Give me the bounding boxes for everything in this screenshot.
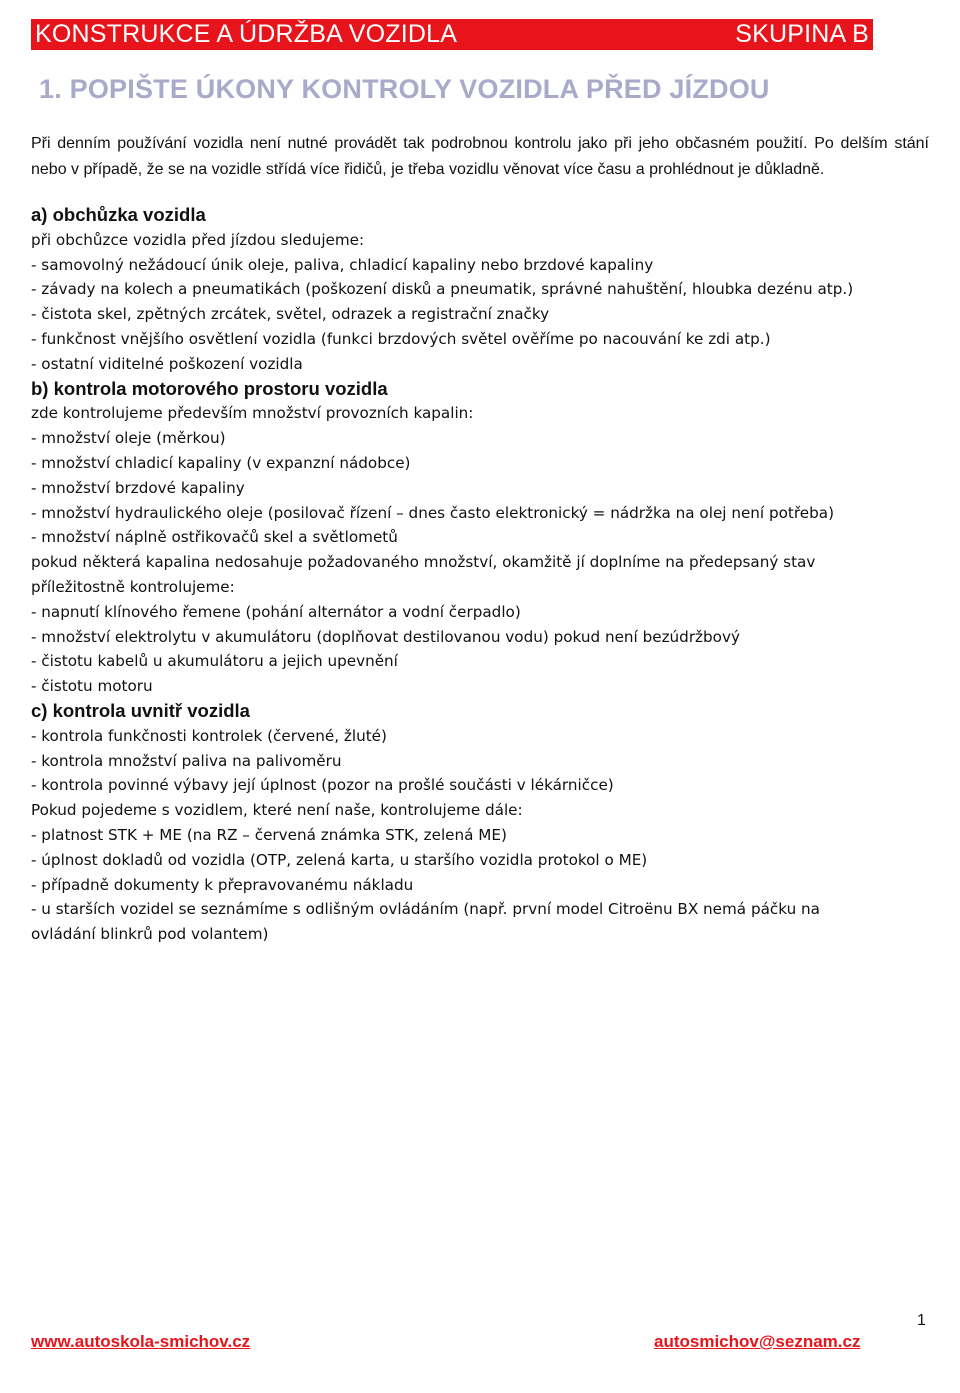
text-line: - samovolný nežádoucí únik oleje, paliva, chladicí kapaliny nebo brzdové kapaliny bbox=[31, 255, 654, 274]
document-title: KONSTRUKCE A ÚDRŽBA VOZIDLA bbox=[35, 20, 458, 48]
text-line: při obchůzce vozidla před jízdou sledujeme: bbox=[31, 230, 365, 249]
text-line: - závady na kolech a pneumatikách (poškození disků a pneumatik, správné nahuštění, hloubka dezénu atp.) bbox=[31, 280, 854, 299]
website-link[interactable]: www.autoskola-smichov.cz bbox=[31, 1332, 251, 1351]
text-line: Pokud pojedeme s vozidlem, které není naše, kontrolujeme dále: bbox=[31, 801, 523, 820]
text-line: - napnutí klínového řemene (pohání alternátor a vodní čerpadlo) bbox=[31, 602, 521, 621]
heading-engine-bay: b) kontrola motorového prostoru vozidla bbox=[31, 377, 388, 399]
text-line: příležitostně kontrolujeme: bbox=[31, 577, 235, 596]
text-line: - množství chladicí kapaliny (v expanzní nádobce) bbox=[31, 453, 411, 472]
email-link[interactable]: autosmichov@seznam.cz bbox=[654, 1332, 861, 1351]
text-line: - platnost STK + ME (na RZ – červená známka STK, zelená ME) bbox=[31, 825, 507, 844]
heading-walkaround: a) obchůzka vozidla bbox=[31, 204, 206, 225]
text-line: - případně dokumenty k přepravovanému nákladu bbox=[31, 875, 414, 894]
text-line: - úplnost dokladů od vozidla (OTP, zelená karta, u staršího vozidla protokol o ME) bbox=[31, 850, 648, 869]
text-line: - kontrola povinné výbavy její úplnost (pozor na prošlé součásti v lékárničce) bbox=[31, 776, 614, 795]
header-bar bbox=[31, 19, 873, 50]
text-line: - čistotu kabelů u akumulátoru a jejich upevnění bbox=[31, 652, 398, 671]
text-line: - funkčnost vnějšího osvětlení vozidla (funkci brzdových světel ověříme po nacouvání ke zdi atp.) bbox=[31, 329, 771, 348]
section-title: 1. POPIŠTE ÚKONY KONTROLY VOZIDLA PŘED JÍZDOU bbox=[39, 74, 770, 104]
text-line: - množství hydraulického oleje (posilovač řízení – dnes často elektronický = nádržka na olej není potřeba) bbox=[31, 503, 834, 522]
text-line: - kontrola množství paliva na palivoměru bbox=[31, 751, 342, 770]
text-line: - množství elektrolytu v akumulátoru (doplňovat destilovanou vodu) pokud není bezúdržbový bbox=[31, 627, 740, 646]
text-line: - ostatní viditelné poškození vozidla bbox=[31, 354, 303, 373]
intro-paragraph: Při denním používání vozidla není nutné provádět tak podrobnou kontrolu jako při jeho občasném použití. Po delším stání nebo v případě, že se na vozidle střídá více řidičů, je třeba vozidlu věnovat více času a prohlédnout je důkladně. bbox=[31, 135, 929, 178]
page-number: 1 bbox=[917, 1312, 926, 1329]
text-line: - čistota skel, zpětných zrcátek, světel, odrazek a registrační značky bbox=[31, 305, 550, 324]
heading-interior: c) kontrola uvnitř vozidla bbox=[31, 699, 250, 721]
text-line: - množství náplně ostřikovačů skel a světlometů bbox=[31, 528, 398, 547]
text-line: pokud některá kapalina nedosahuje požadovaného množství, okamžitě jí doplníme na předepsaný stav bbox=[31, 553, 816, 572]
text-line: - u starších vozidel se seznámíme s odlišným ovládáním (např. první model Citroënu BX nemá páčku na bbox=[31, 900, 820, 919]
text-line: - množství oleje (měrkou) bbox=[31, 429, 226, 448]
text-line: ovládání blinkrů pod volantem) bbox=[31, 925, 269, 944]
document-body bbox=[31, 203, 931, 947]
text-line: - čistotu motoru bbox=[31, 677, 153, 696]
text-line: zde kontrolujeme především množství provozních kapalin: bbox=[31, 404, 474, 423]
license-group: SKUPINA B bbox=[735, 20, 869, 48]
text-line: - kontrola funkčnosti kontrolek (červené, žluté) bbox=[31, 726, 387, 745]
text-line: - množství brzdové kapaliny bbox=[31, 478, 245, 497]
